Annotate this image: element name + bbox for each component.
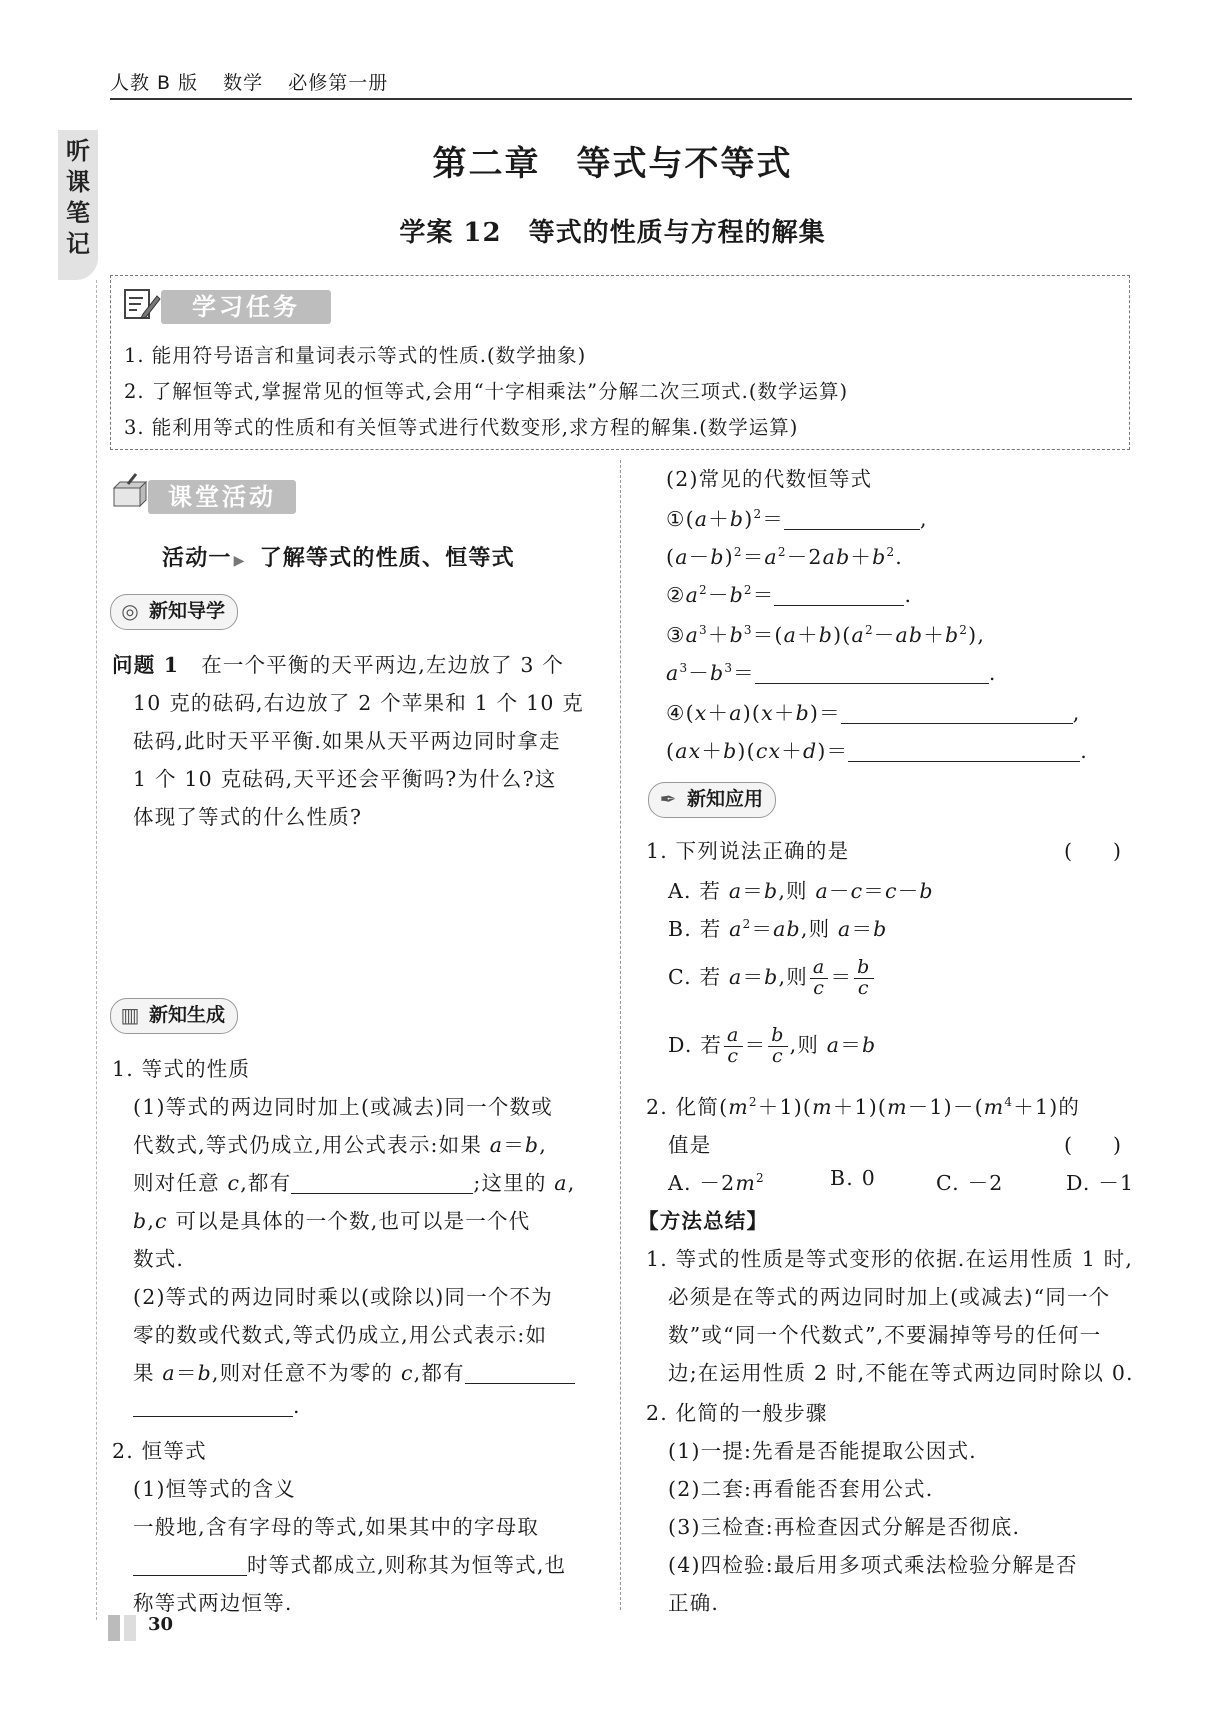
step-line: (1)一提:先看是否能提取公因式. [668,1439,977,1463]
body-line: 则对任意 c,都有 ;这里的 a, [133,1171,576,1195]
fraction: $\frac{b}{c}$ [768,1026,787,1067]
body-text: 代数式,等式仍成立,用公式表示:如果 [133,1133,483,1157]
answer-blank[interactable] [755,661,989,684]
body-line: 代数式,等式仍成立,用公式表示:如果 a＝b, [133,1133,547,1157]
option-text: B. 若 [668,917,722,941]
answer-parentheses[interactable]: ( ) [1064,839,1121,863]
identity-line: ④(x＋a)(x＋b)＝ , [666,701,1081,725]
section-title: 2. 恒等式 [112,1439,207,1463]
body-text: 果 [133,1361,155,1385]
side-tab-char: 记 [66,230,90,258]
answer-blank[interactable] [784,507,920,530]
question-stem [646,834,849,864]
header-rule [110,98,1132,100]
body-text: 则对任意 [133,1171,220,1195]
problem-label: 问题 1 [112,653,180,677]
body-line: (1)恒等式的含义 [133,1477,296,1501]
header-edition: 人教 B 版 [110,72,199,94]
step-line: (2)二套:再看能否套用公式. [668,1477,934,1501]
answer-blank[interactable] [841,701,1073,724]
footer-bars [108,1615,136,1641]
lesson-title: 学案 12 等式的性质与方程的解集 [399,218,826,248]
body-line: 一般地,含有字母的等式,如果其中的字母取 [133,1515,540,1539]
problem-line: 体现了等式的什么性质? [133,805,363,829]
option-text: C. 若 [668,965,722,989]
answer-blank[interactable] [133,1553,247,1576]
fraction: $\frac{a}{c}$ [810,958,829,999]
activity-title-text: 了解等式的性质、恒等式 [259,546,515,571]
option-d: D. －1 [1066,1171,1135,1195]
body-line: 果 a＝b,则对任意不为零的 c,都有 [133,1356,575,1386]
badge-label: 新知生成 [149,1004,226,1026]
task-item: 3. 能利用等式的性质和有关恒等式进行代数变形,求方程的解集.(数学运算) [124,416,799,439]
chapter-title: 第二章 等式与不等式 [432,144,793,184]
body-text: ;这里的 [473,1171,547,1195]
body-line: (2)常见的代数恒等式 [666,467,873,491]
option-d: D. 若 $\frac{a}{c}$ ＝ $\frac{b}{c}$ ,则 a＝b [668,1024,877,1067]
answer-blank[interactable] [465,1361,575,1384]
fraction: $\frac{b}{c}$ [854,958,873,999]
identity-line: (ax＋b)(cx＋d)＝ . [666,739,1088,763]
problem-text: 在一个平衡的天平两边,左边放了 3 个 [201,653,565,677]
identity-line: $①(a+b)^2=$ , [666,507,928,531]
task-item: 2. 了解恒等式,掌握常见的恒等式,会用“十字相乘法”分解二次三项式.(数学运算) [124,380,849,403]
body-line: b,c 可以是具体的一个数,也可以是一个代 [133,1209,531,1233]
body-line: 边;在运用性质 2 时,不能在等式两边同时除以 0. [668,1361,1134,1385]
classroom-activity-icon [110,472,150,512]
step-line: (4)四检验:最后用多项式乘法检验分解是否 [668,1553,1078,1577]
option-text: A. －2 [668,1171,736,1195]
task-item: 1. 能用符号语言和量词表示等式的性质.(数学抽象) [124,344,587,367]
activity-title-prefix: 活动一 [162,546,232,571]
body-line: (2)等式的两边同时乘以(或除以)同一个不为 [133,1285,553,1309]
book-icon: ▥ [120,1003,140,1027]
section-title-text: 1. 等式的性质 [112,1057,251,1081]
side-tab-char: 笔 [66,199,90,227]
question-stem: 2. 化简$(m^2+1)(m+1)(m-1)-(m^4+1)$的 [646,1095,1081,1119]
body-line: 称等式两边恒等. [133,1591,293,1615]
side-tab-char: 课 [66,168,90,196]
identity-line: $(a-b)^2=a^2-2ab+b^2$. [666,545,903,569]
body-text: 可以是具体的一个数,也可以是一个代 [175,1209,531,1233]
badge-new-knowledge-application [648,782,776,818]
option-b: B. 0 [830,1166,876,1190]
body-text: ,则对任意不为零的 [211,1361,394,1385]
answer-parentheses[interactable]: ( ) [1064,1133,1121,1157]
step-line: (3)三检查:再检查因式分解是否彻底. [668,1515,1021,1539]
margin-dashed-line [96,280,97,1620]
option-text: D. 若 [668,1033,723,1057]
classroom-activity-heading: 课堂活动 [148,480,296,514]
method-summary-title: 【方法总结】 [638,1209,769,1233]
problem-line: 砝码,此时天平平衡.如果从天平两边同时拿走 [133,729,561,753]
page-number: 30 [148,1614,174,1635]
option-a: A. 若 a＝b,则 a－c＝c－b [668,879,934,903]
header-subject: 数学 [223,72,264,94]
identity-line: $a^3-b^3=$ . [666,661,997,685]
body-line: 数”或“同一个代数式”,不要漏掉等号的任何一 [668,1323,1102,1347]
body-line: . [133,1394,301,1418]
problem-line [112,648,564,678]
option-c: C. 若 a＝b,则 $\frac{a}{c}$ ＝ $\frac{b}{c}$ [668,952,876,1002]
header-volume: 必修第一册 [288,72,389,94]
target-icon: ◎ [121,599,139,623]
side-tab-char: 听 [66,137,90,165]
fraction: $\frac{a}{c}$ [724,1026,743,1067]
pencil-icon [123,288,161,320]
pen-nib-icon: ✒ [659,787,677,811]
question-stem-cont: 值是 [668,1133,712,1157]
problem-line: 10 克的砝码,右边放了 2 个苹果和 1 个 10 克 [133,691,584,715]
body-line: 数式. [133,1247,185,1271]
answer-blank[interactable] [774,583,904,606]
section-title [112,1052,250,1082]
activity-title [162,541,515,572]
body-line: 零的数或代数式,等式仍成立,用公式表示:如 [133,1323,548,1347]
section-title: 2. 化简的一般步骤 [646,1401,828,1425]
option-a: A. $-2m^2$ [668,1171,765,1195]
question-text: 2. 化简 [646,1095,720,1119]
body-line: 1. 等式的性质是等式变形的依据.在运用性质 1 时, [646,1247,1134,1271]
body-line [133,1548,566,1578]
identity-line: $②a^2-b^2=$ . [666,583,913,607]
body-text: ,都有 [240,1171,292,1195]
running-header [110,68,406,95]
body-text: 时等式都成立,则称其为恒等式,也 [247,1553,567,1577]
learning-task-heading: 学习任务 [161,290,331,324]
badge-new-knowledge-generation [110,998,238,1034]
column-divider [620,460,621,1610]
option-b: B. 若 $a^2=ab$,则 a＝b [668,917,888,941]
question-text: 的 [1058,1095,1081,1119]
body-line: 必须是在等式的两边同时加上(或减去)“同一个 [668,1285,1111,1309]
option-c: C. －2 [936,1171,1004,1195]
answer-blank[interactable] [848,739,1080,762]
body-line: (1)等式的两边同时加上(或减去)同一个数或 [133,1095,553,1119]
problem-line: 1 个 10 克砝码,天平还会平衡吗?为什么?这 [133,767,557,791]
answer-blank[interactable] [291,1171,473,1194]
badge-new-knowledge-guide [110,594,238,630]
body-text: ,都有 [413,1361,465,1385]
identity-line: $③a^3+b^3=(a+b)(a^2-ab+b^2)$, [666,623,986,647]
answer-blank[interactable] [133,1394,293,1417]
option-text: A. 若 [668,879,722,903]
step-line: 正确. [668,1591,720,1615]
triangle-icon: ▶ [233,553,246,569]
badge-label: 新知应用 [687,788,764,810]
badge-label: 新知导学 [149,600,226,622]
question-text: 1. 下列说法正确的是 [646,839,850,863]
